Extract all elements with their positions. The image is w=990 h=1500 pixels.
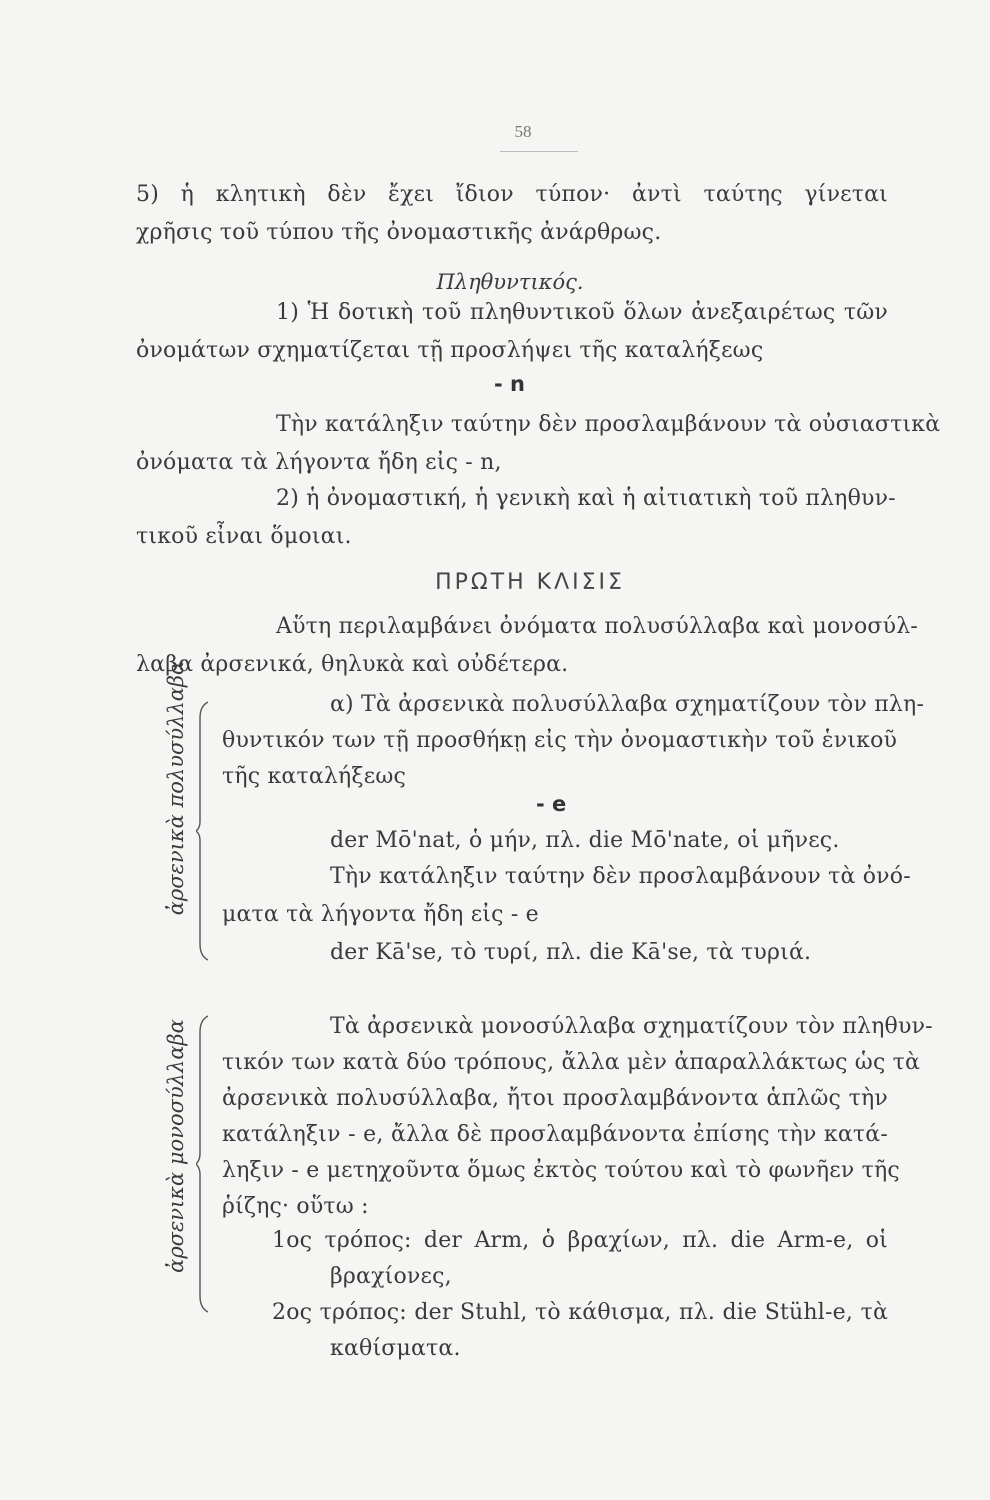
text-line: Τὴν κατάληξιν ταύτην δὲν προσλαμβάνουν τὰ οὐσιαστικὰ: [276, 412, 941, 437]
text-line: ἀρσενικὰ πολυσύλλαβα, ἤτοι προσλαμβάνοντα ἁπλῶς τὴν: [222, 1086, 888, 1111]
page-number-rule: [500, 151, 578, 152]
text-line: θυντικόν των τῇ προσθήκῃ εἰς τὴν ὀνομαστικὴν τοῦ ἑνικοῦ: [222, 728, 898, 753]
text-line: Τὰ ἀρσενικὰ μονοσύλλαβα σχηματίζουν τὸν πληθυν-: [330, 1014, 933, 1039]
text-line: βραχίονες,: [330, 1264, 452, 1289]
page-number: 58: [514, 122, 532, 141]
text-line: α) Τὰ ἀρσενικὰ πολυσύλλαβα σχηματίζουν τὸν πλη-: [330, 692, 925, 717]
example-line: 1ος τρόπος: der Arm, ὁ βραχίων, πλ. die Arm-e, οἱ: [272, 1228, 888, 1253]
text-line: Αὕτη περιλαμβάνει ὀνόματα πολυσύλλαβα καὶ μονοσύλ-: [276, 614, 919, 639]
section-title: ΠΡΩΤΗ ΚΛΙΣΙΣ: [435, 570, 625, 595]
ending-n: - n: [494, 372, 525, 396]
text-line: κατάληξιν - e, ἄλλα δὲ προσλαμβάνοντα ἐπίσης τὴν κατά-: [222, 1122, 888, 1147]
text-line: τικοῦ εἶναι ὅμοιαι.: [136, 524, 352, 549]
brace-monosyllabic: [196, 1014, 216, 1314]
text-line: χρῆσις τοῦ τύπου τῆς ὀνομαστικῆς ἀνάρθρως.: [136, 220, 662, 245]
text-line: λαβα ἀρσενικά, θηλυκὰ καὶ οὐδέτερα.: [136, 652, 569, 677]
text-line: 2) ἡ ὀνομαστική, ἡ γενικὴ καὶ ἡ αἰτιατικὴ τοῦ πληθυν-: [276, 486, 896, 511]
example-line: der Mō'nat, ὁ μήν, πλ. die Mō'nate, οἱ μῆνες.: [330, 828, 840, 853]
side-label-polysyllabic: ἀρσενικὰ πολυσύλλαβα: [164, 660, 188, 916]
text-line: ῥίζης· οὕτω :: [222, 1194, 369, 1219]
example-line: 2ος τρόπος: der Stuhl, τὸ κάθισμα, πλ. die Stühl-e, τὰ: [272, 1300, 888, 1325]
text-line: τῆς καταλήξεως: [222, 764, 406, 789]
text-line: ματα τὰ λήγοντα ἤδη εἰς - e: [222, 902, 539, 927]
ending-e: - e: [536, 792, 567, 816]
brace-polysyllabic: [196, 700, 216, 962]
side-label-monosyllabic: ἀρσενικὰ μονοσύλλαβα: [164, 1019, 188, 1273]
text-line: ληξιν - e μετηχοῦντα ὅμως ἐκτὸς τούτου καὶ τὸ φωνῆεν τῆς: [222, 1158, 900, 1183]
text-line: καθίσματα.: [330, 1336, 461, 1361]
example-line: der Kā'se, τὸ τυρί, πλ. die Kā'se, τὰ τυριά.: [330, 940, 812, 965]
text-line: 5) ἡ κλητικὴ δὲν ἔχει ἴδιον τύπον· ἀντὶ ταύτης γίνεται: [136, 182, 888, 207]
text-line: τικόν των κατὰ δύο τρόπους, ἄλλα μὲν ἀπαραλλάκτως ὡς τὰ: [222, 1050, 921, 1075]
text-line: ὀνομάτων σχηματίζεται τῇ προσλήψει τῆς καταλήξεως: [136, 338, 764, 363]
plural-heading: Πληθυντικός.: [436, 270, 584, 294]
text-line: ὀνόματα τὰ λήγοντα ἤδη εἰς - n,: [136, 450, 502, 475]
text-line: 1) Ἡ δοτικὴ τοῦ πληθυντικοῦ ὅλων ἀνεξαιρέτως τῶν: [276, 300, 888, 325]
text-line: Τὴν κατάληξιν ταύτην δὲν προσλαμβάνουν τὰ ὀνό-: [330, 864, 911, 889]
